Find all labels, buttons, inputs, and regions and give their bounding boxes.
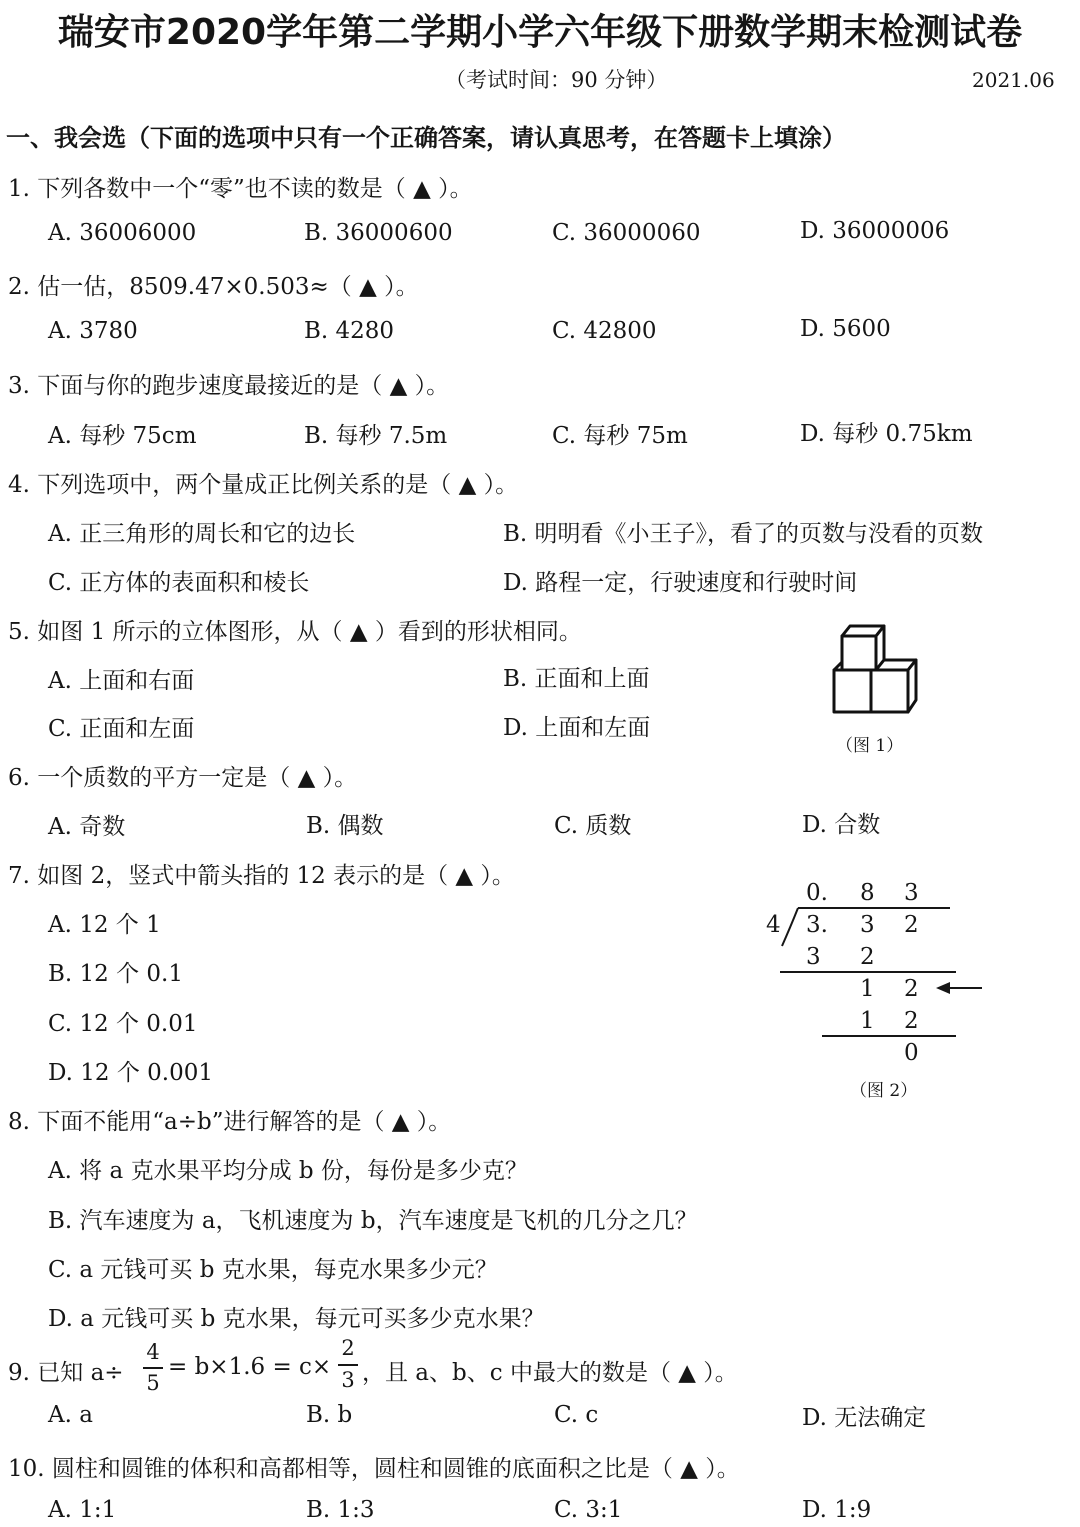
figure-2-caption: （图 2） (850, 1081, 918, 1101)
product-row-1-digit-1: 3 (806, 944, 821, 970)
question-6-stem: 6. 一个质数的平方一定是（ ▲ ）。 (8, 765, 358, 791)
exam-duration: （考试时间：90 分钟） (445, 68, 668, 92)
q6-option-a: A. 奇数 (48, 814, 126, 840)
q2-option-c: C. 42800 (552, 318, 657, 344)
q5-option-b: B. 正面和上面 (503, 666, 650, 692)
q5-option-c: C. 正面和左面 (48, 716, 195, 742)
dividend-digit-1: 3. (806, 912, 828, 938)
figure-1-caption: （图 1） (836, 736, 904, 756)
q9-option-b: B. b (306, 1402, 353, 1428)
division-bracket (782, 908, 798, 946)
q8-option-b: B. 汽车速度为 a，飞机速度为 b，汽车速度是飞机的几分之几？ (48, 1208, 698, 1234)
q1-option-d: D. 36000006 (800, 218, 950, 244)
q6-option-c: C. 质数 (554, 813, 632, 839)
q7-option-a: A. 12 个 1 (48, 912, 161, 938)
q5-option-d: D. 上面和左面 (503, 715, 651, 741)
question-9-stem-part-2: = b×1.6 = c× (168, 1354, 332, 1380)
divisor: 4 (766, 912, 781, 938)
q3-option-d: D. 每秒 0.75km (800, 421, 973, 447)
question-4-stem: 4. 下列选项中，两个量成正比例关系的是（ ▲ ）。 (8, 472, 519, 498)
remainder-row-digit-2: 2 (904, 976, 919, 1002)
product-row-2-digit-2: 2 (904, 1008, 919, 1034)
question-2-stem: 2. 估一估，8509.47×0.503≈（ ▲ ）。 (8, 274, 419, 300)
q10-option-d: D. 1:9 (802, 1497, 872, 1523)
fraction-1-bar (143, 1367, 163, 1369)
fraction-1-numerator: 4 (146, 1340, 160, 1364)
q7-option-d: D. 12 个 0.001 (48, 1060, 213, 1086)
q10-option-c: C. 3:1 (554, 1497, 623, 1523)
q8-option-d: D. a 元钱可买 b 克水果，每元可买多少克水果？ (48, 1306, 545, 1332)
q7-option-b: B. 12 个 0.1 (48, 961, 183, 987)
q1-option-a: A. 36006000 (48, 220, 197, 246)
q4-option-a: A. 正三角形的周长和它的边长 (48, 521, 356, 547)
question-9-stem-part-3: ，且 a、b、c 中最大的数是（ ▲ ）。 (362, 1360, 738, 1386)
final-remainder: 0 (904, 1040, 919, 1066)
product-row-1-digit-2: 2 (860, 944, 875, 970)
q10-option-a: A. 1:1 (48, 1497, 117, 1523)
question-9-stem-part-1: 9. 已知 a÷ (8, 1360, 124, 1386)
q7-option-c: C. 12 个 0.01 (48, 1011, 198, 1037)
question-1-stem: 1. 下列各数中一个“零”也不读的数是（ ▲ ）。 (8, 176, 473, 202)
exam-date: 2021.06 (972, 68, 1055, 92)
exam-title: 瑞安市2020学年第二学期小学六年级下册数学期末检测试卷 (57, 12, 1023, 53)
quotient-digit-3: 3 (904, 880, 919, 906)
fraction-2-denominator: 3 (341, 1368, 355, 1392)
q2-option-d: D. 5600 (800, 316, 891, 342)
q4-option-d: D. 路程一定，行驶速度和行驶时间 (503, 570, 858, 596)
dividend-digit-2: 3 (860, 912, 875, 938)
q9-option-a: A. a (48, 1402, 93, 1428)
quotient-digit-2: 8 (860, 880, 875, 906)
fraction-2-bar (338, 1364, 358, 1366)
q4-option-b: B. 明明看《小王子》，看了的页数与没看的页数 (503, 521, 984, 547)
q3-option-a: A. 每秒 75cm (48, 423, 197, 449)
figure-2-long-division (760, 874, 1000, 1070)
dividend-digit-3: 2 (904, 912, 919, 938)
q1-option-b: B. 36000600 (304, 220, 453, 246)
fraction-1-denominator: 5 (146, 1371, 160, 1395)
q3-option-c: C. 每秒 75m (552, 423, 688, 449)
q5-option-a: A. 上面和右面 (48, 668, 195, 694)
question-5-stem: 5. 如图 1 所示的立体图形，从（ ▲ ）看到的形状相同。 (8, 619, 582, 645)
question-8-stem: 8. 下面不能用“a÷b”进行解答的是（ ▲ ）。 (8, 1109, 452, 1135)
q4-option-c: C. 正方体的表面积和棱长 (48, 570, 310, 596)
q2-option-a: A. 3780 (48, 318, 138, 344)
remainder-row-digit-1: 1 (860, 976, 875, 1002)
q9-option-d: D. 无法确定 (802, 1405, 927, 1431)
q8-option-c: C. a 元钱可买 b 克水果，每克水果多少元？ (48, 1257, 498, 1283)
q9-option-c: C. c (554, 1402, 599, 1428)
question-7-stem: 7. 如图 2，竖式中箭头指的 12 表示的是（ ▲ ）。 (8, 863, 515, 889)
q10-option-b: B. 1:3 (306, 1497, 375, 1523)
product-row-2-digit-1: 1 (860, 1008, 875, 1034)
q8-option-a: A. 将 a 克水果平均分成 b 份，每份是多少克？ (48, 1158, 528, 1184)
quotient-digit-1: 0. (806, 880, 828, 906)
question-10-stem: 10. 圆柱和圆锥的体积和高都相等，圆柱和圆锥的底面积之比是（ ▲ ）。 (8, 1456, 740, 1482)
q6-option-d: D. 合数 (802, 812, 881, 838)
fraction-2-numerator: 2 (341, 1336, 355, 1360)
figure-1-cubes (824, 618, 924, 722)
q1-option-c: C. 36000060 (552, 220, 701, 246)
q2-option-b: B. 4280 (304, 318, 395, 344)
q6-option-b: B. 偶数 (306, 813, 384, 839)
q3-option-b: B. 每秒 7.5m (304, 423, 448, 449)
section-heading: 一、我会选（下面的选项中只有一个正确答案，请认真思考，在答题卡上填涂） (6, 123, 846, 152)
arrow-icon (936, 982, 950, 994)
question-3-stem: 3. 下面与你的跑步速度最接近的是（ ▲ ）。 (8, 373, 450, 399)
